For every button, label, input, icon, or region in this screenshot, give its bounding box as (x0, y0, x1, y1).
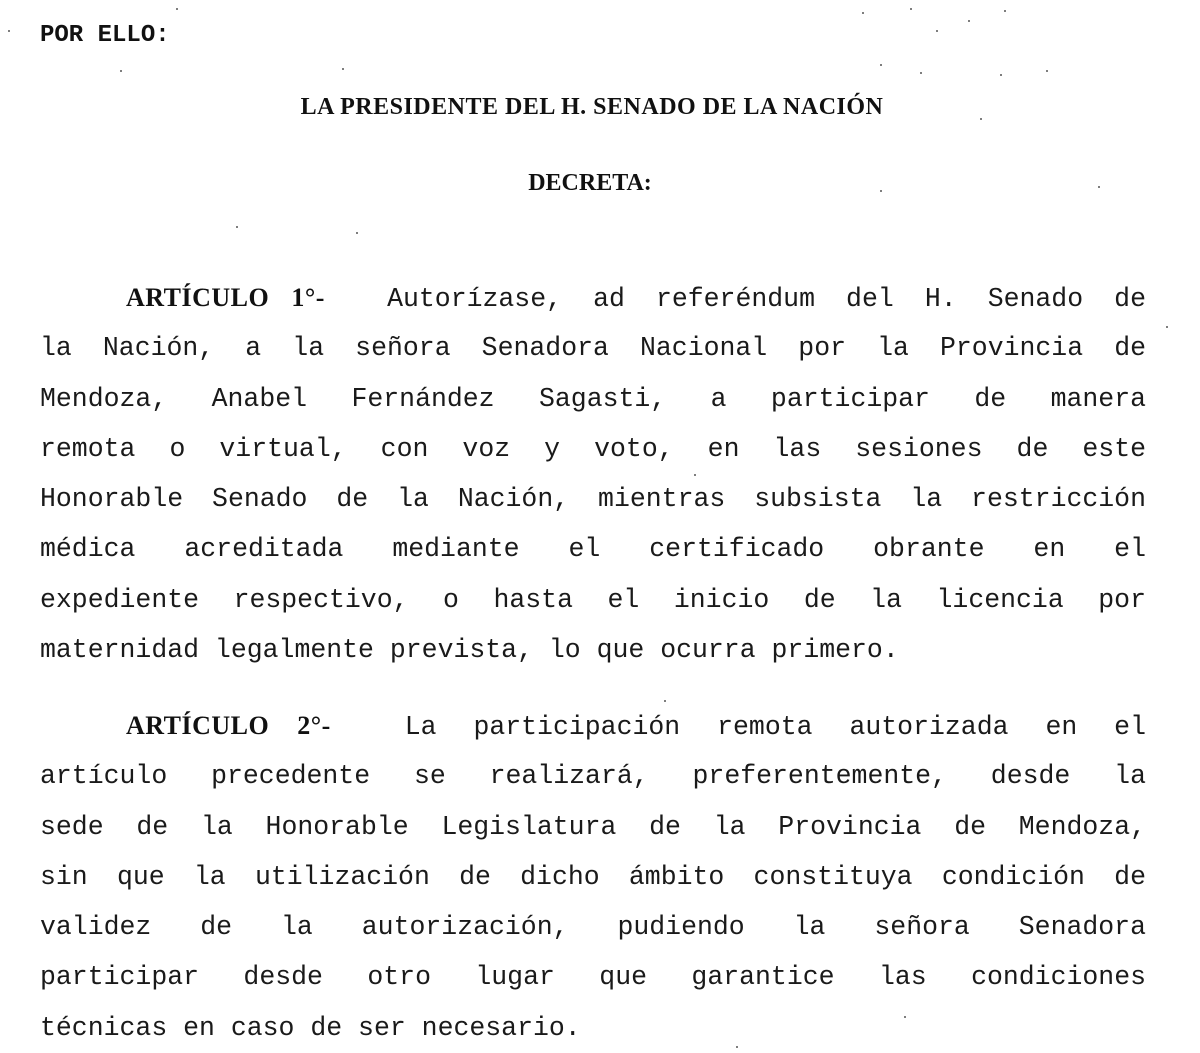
decree-title (0, 94, 1200, 121)
decreta-heading (0, 170, 1200, 197)
article-2-line: validez de la autorización, pudiendo la señora Senadora (40, 912, 1146, 943)
article-1-label: ARTÍCULO 1°- (126, 283, 325, 312)
article-1-line: la Nación, a la señora Senadora Nacional por la Provincia de (40, 333, 1146, 364)
article-1-line: remota o virtual, con voz y voto, en las sesiones de este (40, 433, 1146, 464)
article-2-line (40, 701, 1146, 751)
article-1-line: Honorable Senado de la Nación, mientras subsista la restricción (40, 484, 1146, 515)
article-1 (40, 273, 1146, 675)
article-2-line-text: La participación remota autorizada en el (404, 712, 1146, 742)
article-2-line: técnicas en caso de ser necesario. (40, 1012, 581, 1043)
decree-title-text: LA PRESIDENTE DEL H. SENADO DE LA NACIÓN (300, 94, 884, 120)
article-1-line: expediente respectivo, o hasta el inicio de la licencia por (40, 584, 1146, 615)
article-2-label: ARTÍCULO 2°- (126, 711, 331, 740)
article-2-line: sede de la Honorable Legislatura de la Provincia de Mendoza, (40, 811, 1146, 842)
article-1-line: Mendoza, Anabel Fernández Sagasti, a participar de manera (40, 383, 1146, 414)
article-1-line: médica acreditada mediante el certificado obrante en el (40, 534, 1146, 565)
article-2-line: sin que la utilización de dicho ámbito constituya condición de (40, 861, 1146, 892)
article-2-line: participar desde otro lugar que garantice las condiciones (40, 962, 1146, 993)
article-1-line: maternidad legalmente prevista, lo que ocurra primero. (40, 635, 899, 666)
article-2 (40, 701, 1146, 1053)
por-ello-heading: POR ELLO: (40, 22, 170, 49)
article-1-line-text: Autorízase, ad referéndum del H. Senado de (387, 284, 1146, 314)
decreta-text: DECRETA: (528, 170, 652, 196)
article-1-line (40, 273, 1146, 323)
article-2-line: artículo precedente se realizará, preferentemente, desde la (40, 761, 1146, 792)
